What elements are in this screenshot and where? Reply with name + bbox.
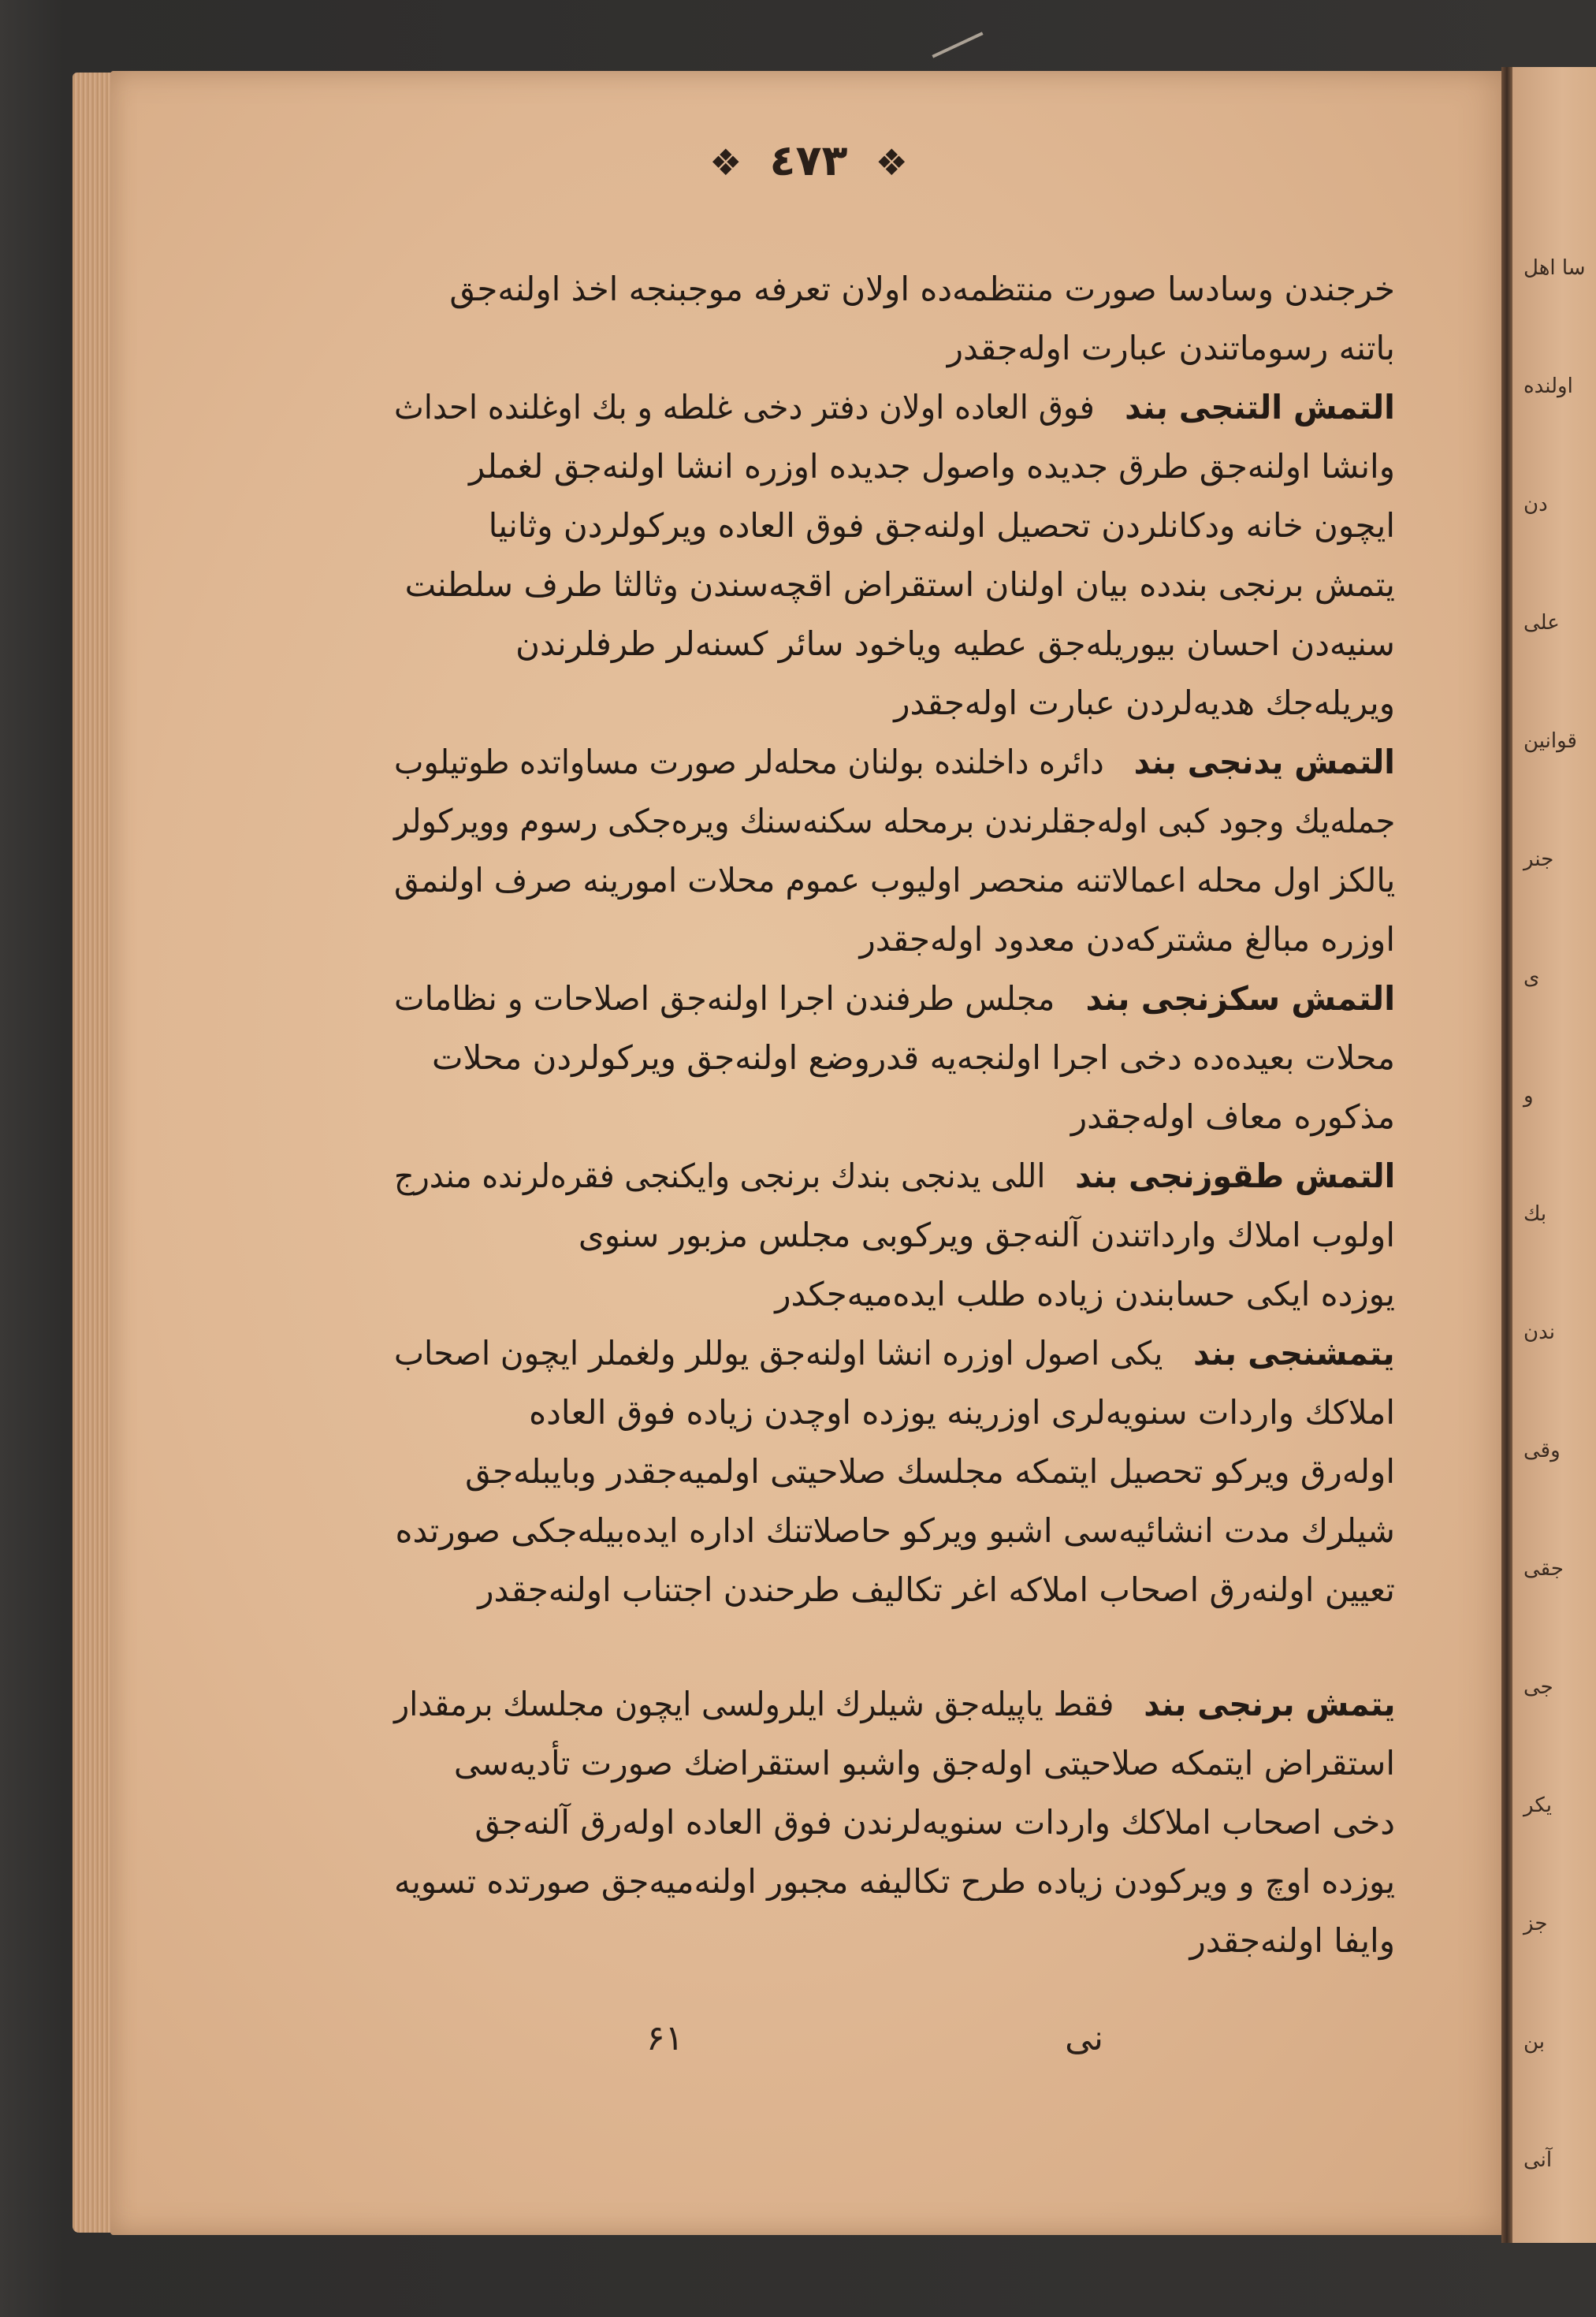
line-text: وایفا اولنه‌جقدر [1189,1921,1395,1960]
line-text: مذكوره معاف اوله‌جقدر [1070,1097,1395,1136]
line-text: دخی اصحاب املاكك واردات سنویه‌لرندن فوق العاده اوله‌رق آلنه‌جق [474,1803,1395,1842]
line-text: خرجندن وسادسا صورت منتظمه‌ده اولان تعرفه موجبنجه اخذ اولنه‌جق [449,270,1395,308]
page-header [110,136,1507,185]
article-label: التمش یدنجی بند [1133,743,1395,781]
line-text: فوق العاده اولان دفتر دخی غلطه و بك اوغلنده احداث [394,388,1095,427]
line-text: اللی یدنجی بندك برنجی وایكنجی فقره‌لرنده مندرج [393,1157,1046,1195]
next-page-fragment: یكر [1523,1794,1552,1817]
text-line [394,1324,1395,1383]
article-label: التمش طقوزنجی بند [1074,1157,1395,1195]
next-page-fragment: وقی [1523,1439,1561,1462]
sheet-signature: ۶۱ [646,2018,684,2058]
text-line [394,1675,1395,1734]
next-page-fragment: بك [1523,1202,1547,1226]
line-text: دائره داخلنده بولنان محله‌لر صورت مساواتده طوتیلوب [394,743,1104,781]
text-line [394,970,1395,1028]
next-page-fragment: و [1523,1084,1534,1108]
next-page-fragment: بن [1523,2030,1546,2054]
text-line [432,1029,1395,1087]
article-label: یتمشنجی بند [1193,1334,1395,1373]
article-label: یتمش برنجی بند [1143,1685,1395,1723]
line-text: یوزده اوچ و ویركودن زیاده طرح تكالیفه مجبور اولنه‌میه‌جق صورتده تسویه [393,1862,1395,1901]
text-line [394,1853,1395,1911]
text-line [394,1147,1395,1205]
ornament-icon: ❖ [709,141,742,184]
next-page-fragment: جز [1523,1912,1548,1935]
text-line [394,792,1395,851]
line-text: جمله‌یك وجود كبی اوله‌جقلرندن برمحله سكنه‌سنك ویره‌جكی رسوم وویركولر [393,802,1395,840]
line-text: باتنه رسوماتندن عبارت اوله‌جقدر [947,329,1395,367]
text-line [1189,1912,1395,1970]
article-label: التمش سكزنجی بند [1085,979,1395,1018]
text-line [894,674,1395,732]
line-text: محلات بعیده‌ده دخی اجرا اولنجه‌یه قدروضع اولنه‌جق ویركولردن محلات [432,1038,1395,1077]
next-page-fragment: دن [1523,493,1548,516]
line-text: یوزده ایكی حسابندن زیاده طلب ایده‌میه‌جكدر [775,1275,1395,1313]
book-gutter [1501,67,1512,2243]
article-label: التمش التنجی بند [1125,388,1395,427]
next-page-edge [1512,67,1596,2243]
next-page-fragment: جی [1523,1675,1553,1699]
line-text: املاكك واردات سنویه‌لری اوزرینه یوزده اوچدن زیاده فوق العاده [529,1393,1395,1432]
text-line [394,378,1395,437]
line-text: اولوب املاك وارداتندن آلنه‌جق ویركوبی مجلس مزبور سنوی [578,1216,1395,1254]
text-line [454,1734,1395,1793]
text-line [1071,1088,1395,1146]
text-line [775,1265,1395,1324]
next-page-fragment: قوانین [1523,729,1577,753]
next-page-fragment: سا اهل [1523,256,1586,280]
text-line [469,438,1395,496]
next-page-fragment: ندن [1523,1321,1555,1344]
text-line [449,260,1395,318]
text-line [395,1502,1395,1560]
text-line [489,497,1395,555]
line-text: فقط یاپیله‌جق شیلرك ایلرولسی ایچون مجلسك برمقدار [393,1685,1114,1723]
text-line [515,615,1395,673]
next-page-fragment: ى [1523,966,1540,989]
line-text: ایچون خانه ودكانلردن تحصیل اولنه‌جق فوق العاده ویركولردن وثانیا [488,506,1395,545]
text-line [478,1561,1395,1619]
signature-mark: نی [1065,2018,1103,2058]
line-text: یتمش برنجی بندده بیان اولنان استقراض اقچه‌سندن وثالثا طرف سلطنت [404,565,1395,604]
line-text: سنیه‌دن احسان بیوریله‌جق عطیه ویاخود سائر كسنه‌لر طرفلرندن [515,624,1395,663]
next-page-fragment: آنی [1523,2148,1553,2172]
line-text: اوزره مبالغ مشتركه‌دن معدود اوله‌جقدر [859,920,1395,959]
line-text: وانشا اولنه‌جق طرق جدیده واصول جدیده اوزره انشا اولنه‌جق لغملر [469,447,1395,486]
next-page-fragment: جقی [1523,1557,1564,1581]
line-text: تعیین اولنه‌رق اصحاب املاكه اغر تكالیف طرحندن اجتناب اولنه‌جقدر [478,1570,1395,1609]
page-number: ٤٧٣ [769,136,848,185]
next-page-fragment: اولنده [1523,374,1573,398]
line-text: یكی اصول اوزره انشا اولنه‌جق یوللر ولغملر ایچون اصحاب [394,1334,1163,1373]
line-text: شیلرك مدت انشائیه‌سی اشبو ویركو حاصلاتنك اداره ایده‌بیله‌جكی صورتده [395,1511,1395,1550]
text-line [529,1384,1395,1442]
next-page-fragment: علی [1523,611,1560,635]
line-text: ویریله‌جك هدیه‌لردن عبارت اوله‌جقدر [894,684,1395,722]
text-line [579,1206,1395,1265]
text-line [394,733,1395,792]
text-line [465,1443,1395,1501]
line-text: مجلس طرفندن اجرا اولنه‌جق اصلاحات و نظامات [393,979,1055,1018]
line-text: یالكز اول محله اعمالاتنه منحصر اولیوب عموم محلات امورینه صرف اولنمق [393,861,1395,900]
text-line [394,851,1395,910]
text-line [405,556,1395,614]
text-line [947,319,1395,378]
ornament-icon: ❖ [875,141,908,184]
line-text: اوله‌رق ویركو تحصیل ایتمكه مجلسك صلاحیتی اولمیه‌جقدر وبایبله‌جق [465,1452,1395,1491]
line-text: استقراض ایتمكه صلاحیتی اوله‌جق واشبو استقراضك صورت تأدیه‌سی [453,1744,1395,1782]
next-page-fragment: جنر [1523,847,1554,871]
text-line [474,1794,1395,1852]
text-line [859,911,1395,969]
